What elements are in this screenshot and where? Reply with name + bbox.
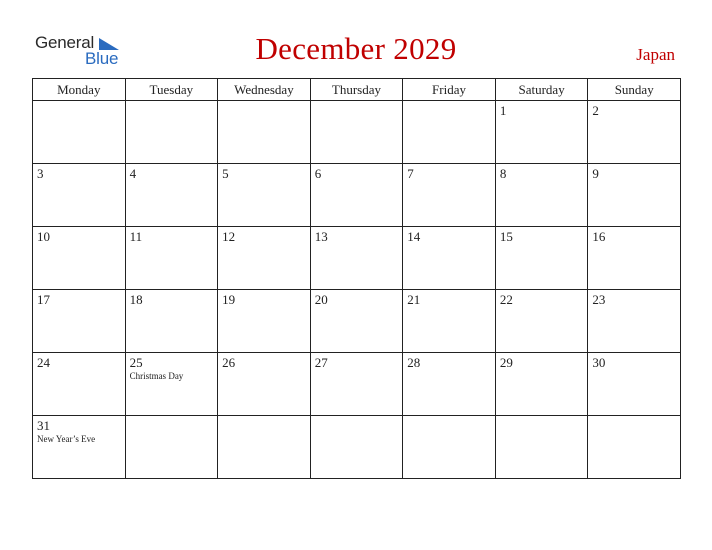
day-number: 20 [314,292,328,307]
week-row [33,164,681,227]
day-number: 13 [314,229,328,244]
holiday-label: New Year’s Eve [37,434,96,444]
day-cell [218,353,311,416]
weekday-header: Thursday [310,79,403,101]
day-cell [33,101,126,164]
day-number: 15 [499,229,513,244]
day-cell [495,164,588,227]
day-cell [403,290,496,353]
day-cell [125,290,218,353]
day-number: 6 [314,166,322,181]
day-number: 8 [499,166,507,181]
day-number: 26 [222,355,236,370]
day-cell [403,227,496,290]
week-row [33,353,681,416]
day-number: 10 [37,229,50,244]
weekday-header: Tuesday [125,79,218,101]
day-cell [403,164,496,227]
day-number: 1 [499,103,507,118]
day-cell [588,164,681,227]
day-cell [588,353,681,416]
day-cell [33,227,126,290]
day-number: 9 [592,166,599,181]
day-cell [125,164,218,227]
day-number: 5 [222,166,229,181]
day-number: 4 [129,166,137,181]
day-number: 29 [499,355,513,370]
logo-text-blue: Blue [85,49,119,68]
page-title: December 2029 [255,31,457,66]
week-row [33,290,681,353]
day-number: 18 [129,292,143,307]
day-cell [125,227,218,290]
day-number: 22 [499,292,513,307]
day-cell [33,353,126,416]
weekday-header: Saturday [495,79,588,101]
day-cell [218,227,311,290]
day-cell [495,101,588,164]
day-cell [218,290,311,353]
weekday-header: Monday [33,79,126,101]
day-cell [403,101,496,164]
day-number: 21 [407,292,421,307]
day-number: 23 [592,292,606,307]
day-cell [218,164,311,227]
day-number: 14 [407,229,421,244]
day-cell [403,416,496,479]
weekday-header: Sunday [588,79,681,101]
day-cell [33,164,126,227]
day-number: 7 [407,166,414,181]
day-number: 31 [37,418,50,433]
holiday-label: Christmas Day [129,371,184,381]
day-cell [125,353,218,416]
day-number: 16 [592,229,606,244]
weekday-header: Friday [403,79,496,101]
day-cell [310,290,403,353]
day-number: 3 [37,166,44,181]
calendar-grid [32,78,681,479]
day-number: 30 [592,355,606,370]
day-cell [310,164,403,227]
day-cell [33,290,126,353]
day-cell [588,290,681,353]
day-number: 27 [314,355,328,370]
country-label: Japan [636,45,675,64]
day-number: 24 [37,355,50,370]
day-cell [310,353,403,416]
day-cell [218,416,311,479]
day-number: 19 [222,292,236,307]
day-cell [310,416,403,479]
day-cell [588,101,681,164]
day-cell [495,227,588,290]
week-row [33,416,681,479]
day-number: 12 [222,229,236,244]
day-number: 17 [37,292,50,307]
day-cell [495,353,588,416]
day-number: 28 [407,355,421,370]
day-cell [403,353,496,416]
weekday-header: Wednesday [218,79,311,101]
day-cell [33,416,126,479]
day-cell [125,416,218,479]
day-number: 25 [129,355,143,370]
day-cell [310,101,403,164]
day-number: 2 [592,103,599,118]
day-cell [125,101,218,164]
day-cell [588,227,681,290]
day-cell [588,416,681,479]
day-cell [495,416,588,479]
day-cell [310,227,403,290]
day-cell [218,101,311,164]
day-cell [495,290,588,353]
week-row [33,227,681,290]
weekday-header-row [33,79,681,101]
week-row [33,101,681,164]
day-number: 11 [129,229,143,244]
logo-text-general: General [35,33,95,52]
